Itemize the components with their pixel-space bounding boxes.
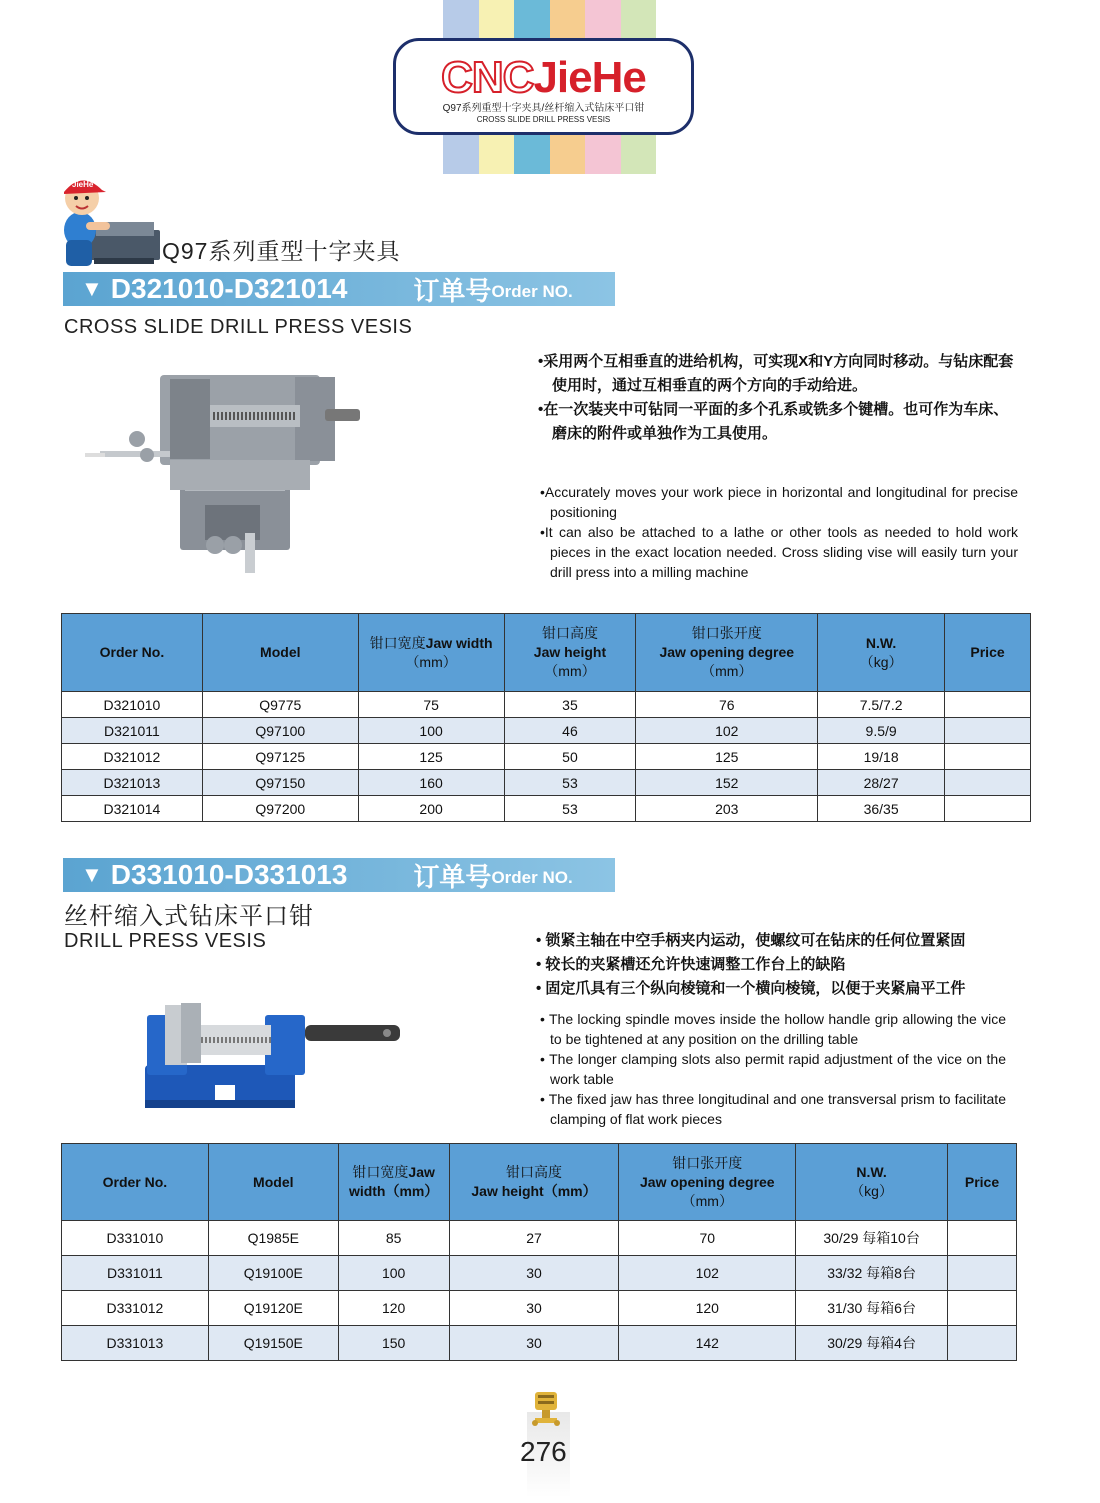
table-row bbox=[62, 796, 1031, 822]
section1-name-en: CROSS SLIDE DRILL PRESS VESIS bbox=[64, 316, 413, 338]
list-item: • 固定爪具有三个纵向棱镜和一个横向棱镜，以便于夹紧扁平工件 bbox=[536, 980, 966, 997]
cell-order: D321011 bbox=[62, 718, 203, 744]
cell-model: Q1985E bbox=[208, 1221, 338, 1256]
cell-opening: 120 bbox=[619, 1291, 796, 1326]
trophy-icon bbox=[529, 1390, 563, 1430]
brand-logo bbox=[393, 38, 694, 135]
cell-model: Q97200 bbox=[202, 796, 358, 822]
cell-model: Q97150 bbox=[202, 770, 358, 796]
cell-nw: 9.5/9 bbox=[818, 718, 945, 744]
cell-order: D331013 bbox=[62, 1326, 209, 1361]
table-header-row bbox=[62, 614, 1031, 692]
table-row bbox=[62, 770, 1031, 796]
cell-order: D331011 bbox=[62, 1256, 209, 1291]
order-label-cn-2: 订单号 bbox=[413, 861, 492, 892]
section2-name-cn: 丝杆缩入式钻床平口钳 bbox=[64, 903, 314, 930]
cell-opening: 76 bbox=[636, 692, 818, 718]
page-number: 276 bbox=[520, 1436, 567, 1467]
cell-opening: 152 bbox=[636, 770, 818, 796]
section1-bullets-cn bbox=[538, 350, 1016, 446]
cell-nw: 33/32 每箱8台 bbox=[796, 1256, 948, 1291]
cell-width: 150 bbox=[338, 1326, 449, 1361]
cell-model: Q97125 bbox=[202, 744, 358, 770]
cell-price bbox=[945, 796, 1031, 822]
cell-price bbox=[948, 1221, 1017, 1256]
order-bar-2 bbox=[63, 858, 615, 892]
col-jaw-height: 钳口高度 Jaw height （mm） bbox=[504, 614, 636, 692]
cell-opening: 125 bbox=[636, 744, 818, 770]
cell-model: Q97100 bbox=[202, 718, 358, 744]
col-jaw-height: 钳口高度 Jaw height（mm） bbox=[449, 1144, 619, 1221]
col-price: Price bbox=[945, 614, 1031, 692]
list-item: • 较长的夹紧槽还允许快速调整工作台上的缺陷 bbox=[536, 956, 846, 973]
cell-opening: 102 bbox=[636, 718, 818, 744]
col-order-no: Order No. bbox=[62, 1144, 209, 1221]
cell-model: Q19100E bbox=[208, 1256, 338, 1291]
list-item: •在一次装夹中可钻同一平面的多个孔系或铣多个键槽。也可作为车床、磨床的附件或单独作为工具使用。 bbox=[538, 401, 1009, 442]
list-item: •It can also be attached to a lathe or other tools as needed to hold work pieces in the exact location needed. Cross sliding vise will easily turn your drill press into a milling machine bbox=[540, 524, 1018, 580]
spec-table-2 bbox=[61, 1143, 1017, 1361]
cell-order: D321014 bbox=[62, 796, 203, 822]
cell-height: 50 bbox=[504, 744, 636, 770]
cell-width: 85 bbox=[338, 1221, 449, 1256]
order-range-2: D331010-D331013 bbox=[110, 859, 348, 890]
cell-price bbox=[948, 1291, 1017, 1326]
col-order-no: Order No. bbox=[62, 614, 203, 692]
order-range-1: D321010-D321014 bbox=[110, 273, 348, 304]
series-title: Q97系列重型十字夹具 bbox=[162, 238, 401, 264]
list-item: • The locking spindle moves inside the hollow handle grip allowing the vice to be tightened at any position on the drilling table bbox=[540, 1011, 1006, 1047]
logo-subtitle-en: CROSS SLIDE DRILL PRESS VESIS bbox=[476, 115, 611, 124]
cell-nw: 36/35 bbox=[818, 796, 945, 822]
cell-order: D331010 bbox=[62, 1221, 209, 1256]
cell-height: 53 bbox=[504, 770, 636, 796]
table-row bbox=[62, 744, 1031, 770]
col-jaw-opening: 钳口张开度 Jaw opening degree （mm） bbox=[636, 614, 818, 692]
cell-height: 27 bbox=[449, 1221, 619, 1256]
cell-width: 125 bbox=[358, 744, 504, 770]
section1-bullets-en bbox=[540, 482, 1018, 582]
cross-slide-vise-image bbox=[85, 365, 365, 585]
cell-order: D321010 bbox=[62, 692, 203, 718]
col-model: Model bbox=[202, 614, 358, 692]
cell-opening: 142 bbox=[619, 1326, 796, 1361]
cell-width: 75 bbox=[358, 692, 504, 718]
list-item: • 锁紧主轴在中空手柄夹内运动，使螺纹可在钻床的任何位置紧固 bbox=[536, 932, 966, 949]
list-item: •Accurately moves your work piece in horizontal and longitudinal for precise positioning bbox=[540, 484, 1018, 520]
cell-height: 53 bbox=[504, 796, 636, 822]
col-nw: N.W. （kg） bbox=[796, 1144, 948, 1221]
cell-width: 100 bbox=[338, 1256, 449, 1291]
order-bar-1 bbox=[63, 272, 615, 306]
table-row bbox=[62, 692, 1031, 718]
cell-nw: 30/29 每箱10台 bbox=[796, 1221, 948, 1256]
brand-jiehe: JieHe bbox=[533, 53, 646, 102]
cell-price bbox=[945, 718, 1031, 744]
order-label-cn-1: 订单号 bbox=[413, 275, 492, 306]
cell-opening: 203 bbox=[636, 796, 818, 822]
table-header-row bbox=[62, 1144, 1017, 1221]
list-item: • The longer clamping slots also permit rapid adjustment of the vice on the work table bbox=[540, 1051, 1006, 1087]
col-jaw-width: 钳口宽度Jaw width（mm） bbox=[338, 1144, 449, 1221]
cell-model: Q19150E bbox=[208, 1326, 338, 1361]
brand-cnc: CNC bbox=[441, 53, 534, 102]
logo-subtitle-cn: Q97系列重型十字夹具/丝杆缩入式钻床平口钳 bbox=[442, 103, 645, 114]
col-jaw-width: 钳口宽度Jaw width （mm） bbox=[358, 614, 504, 692]
cell-nw: 7.5/7.2 bbox=[818, 692, 945, 718]
drill-press-vise-image bbox=[135, 995, 410, 1115]
section2-bullets-cn bbox=[536, 929, 1016, 1001]
cell-nw: 30/29 每箱4台 bbox=[796, 1326, 948, 1361]
spec-table-1 bbox=[61, 613, 1031, 822]
cell-order: D321013 bbox=[62, 770, 203, 796]
cell-price bbox=[945, 692, 1031, 718]
table-row bbox=[62, 1291, 1017, 1326]
cell-order: D321012 bbox=[62, 744, 203, 770]
cell-nw: 28/27 bbox=[818, 770, 945, 796]
order-label-en-2: Order NO. bbox=[491, 868, 573, 887]
cell-width: 100 bbox=[358, 718, 504, 744]
mascot-icon bbox=[50, 170, 165, 275]
section2-name-en: DRILL PRESS VESIS bbox=[64, 930, 267, 952]
cell-price bbox=[948, 1256, 1017, 1291]
col-price: Price bbox=[948, 1144, 1017, 1221]
cell-price bbox=[945, 744, 1031, 770]
cell-nw: 19/18 bbox=[818, 744, 945, 770]
col-nw: N.W. （kg） bbox=[818, 614, 945, 692]
col-jaw-opening: 钳口张开度 Jaw opening degree （mm） bbox=[619, 1144, 796, 1221]
table-row bbox=[62, 1256, 1017, 1291]
cell-nw: 31/30 每箱6台 bbox=[796, 1291, 948, 1326]
cell-model: Q9775 bbox=[202, 692, 358, 718]
cell-height: 35 bbox=[504, 692, 636, 718]
table-row bbox=[62, 718, 1031, 744]
cell-height: 30 bbox=[449, 1326, 619, 1361]
section2-bullets-en bbox=[540, 1009, 1006, 1129]
cell-height: 46 bbox=[504, 718, 636, 744]
cell-opening: 102 bbox=[619, 1256, 796, 1291]
cell-opening: 70 bbox=[619, 1221, 796, 1256]
order-label-en-1: Order NO. bbox=[491, 282, 573, 301]
cell-width: 120 bbox=[338, 1291, 449, 1326]
cell-height: 30 bbox=[449, 1256, 619, 1291]
cell-price bbox=[945, 770, 1031, 796]
list-item: • The fixed jaw has three longitudinal and one transversal prism to facilitate clamping of flat work pieces bbox=[540, 1091, 1006, 1127]
mascot-cap-text: JieHe bbox=[72, 180, 94, 189]
cell-price bbox=[948, 1326, 1017, 1361]
table-row bbox=[62, 1221, 1017, 1256]
list-item: •采用两个互相垂直的进给机构，可实现X和Y方向同时移动。与钻床配套使用时，通过互相垂直的两个方向的手动给进。 bbox=[538, 353, 1014, 394]
cell-width: 200 bbox=[358, 796, 504, 822]
triangle-down-icon: ▼ bbox=[81, 276, 103, 301]
cell-width: 160 bbox=[358, 770, 504, 796]
cell-height: 30 bbox=[449, 1291, 619, 1326]
table-row bbox=[62, 1326, 1017, 1361]
col-model: Model bbox=[208, 1144, 338, 1221]
cell-model: Q19120E bbox=[208, 1291, 338, 1326]
cell-order: D331012 bbox=[62, 1291, 209, 1326]
triangle-down-icon: ▼ bbox=[81, 862, 103, 887]
